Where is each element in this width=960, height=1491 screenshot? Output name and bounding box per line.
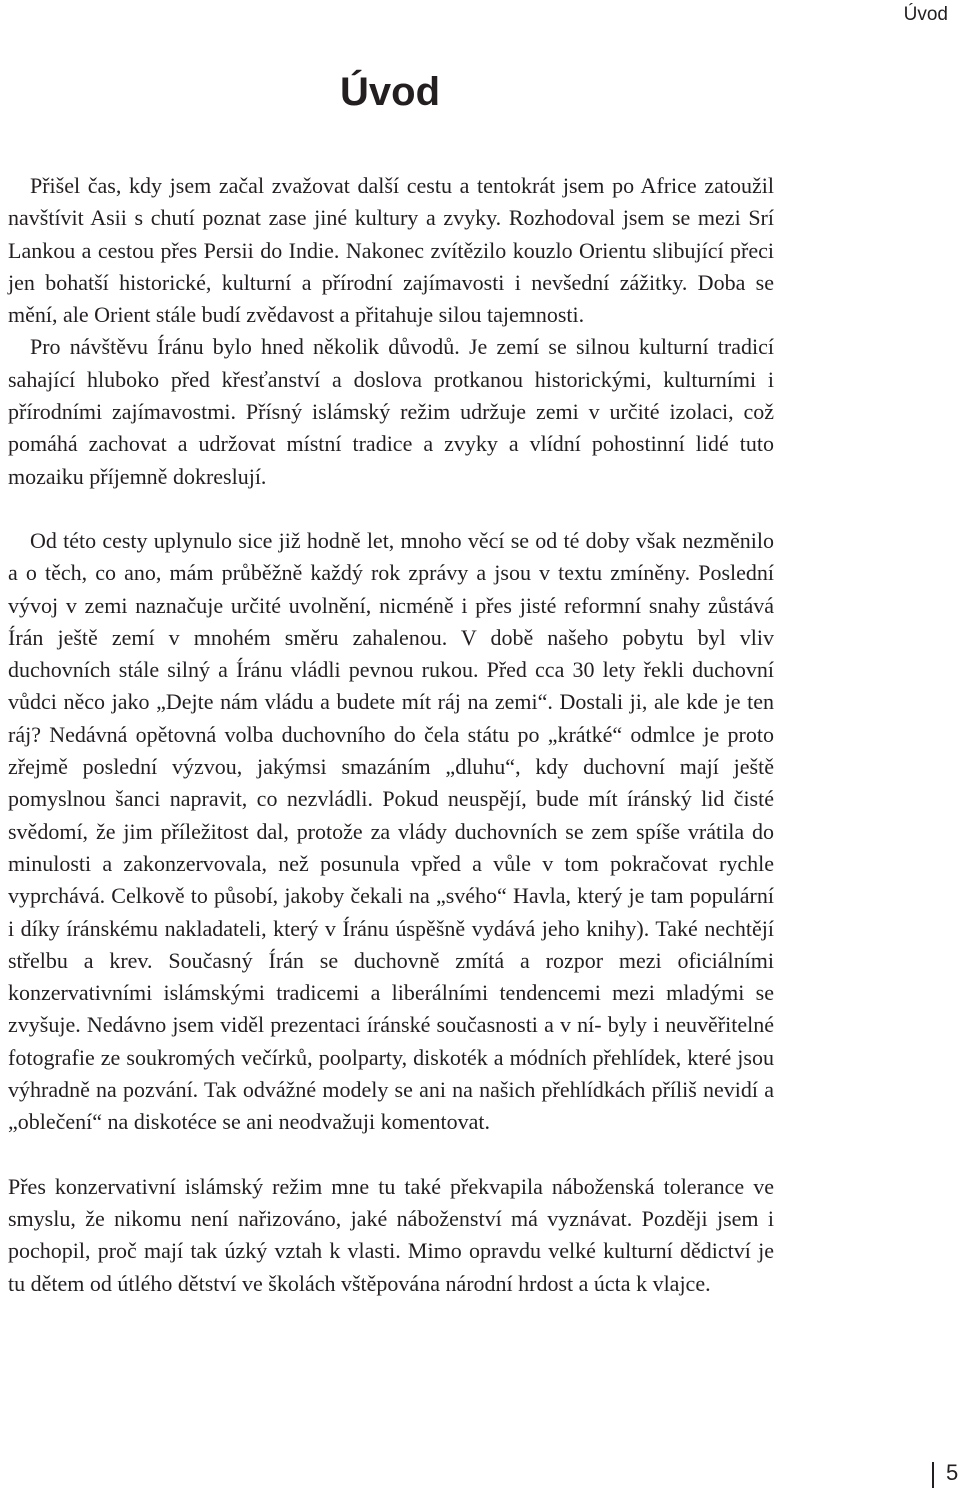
paragraph-spacer	[8, 493, 774, 525]
paragraph-3: Od této cesty uplynulo sice již hodně let, mnoho věcí se od té doby však nezměnilo a o těch, co ano, mám průběžně každý rok zprávy a jsou v textu zmíněny. Poslední vývoj v zemi naznačuje určité uvolnění, nicméně i přes jisté reformní snahy zůstává Írán ještě zemí v mnohém směru zahalenou. V době našeho pobytu byl vliv duchovních stále silný a Íránu vládli pevnou rukou. Před cca 30 lety řekli duchovní vůdci něco jako „Dejte nám vládu a budete mít ráj na zemi“. Dostali ji, ale kde je ten ráj? Nedávná opětovná volba duchovního do čela státu po „krátké“ odmlce je proto zřejmě poslední výzvou, jakýmsi smazáním „dluhu“, kdy duchovní mají ještě pomyslnou šanci napravit, co nezvládli. Pokud neuspějí, bude mít íránský lid čisté svědomí, že jim příležitost dal, protože za vlády duchovních se zem spíše vrátila do minulosti a zakonzervovala, než posunula vpřed a vůle v tom pokračovat rychle vyprchává. Celkově to působí, jakoby čekali na „svého“ Havla, který je tam populární i díky íránskému nakladateli, který v Íránu úspěšně vydává jeho knihy). Také nechtějí střelbu a krev. Současný Írán se duchovně zmítá a rozpor mezi oficiálními konzervativními islámskými tradicemi a liberálními tendencemi mezi mladými se zvyšuje. Nedávno jsem viděl prezentaci íránské současnosti a v ní- byly i neuvěřitelné fotografie ze soukromých večírků, poolparty, diskoték a módních přehlídek, které jsou výhradně na pozvání. Tak odvážné modely se ani na našich přehlídkách příliš nevidí a „oblečení“ na diskotéce se ani neodvažuji komentovat.	[8, 527, 774, 1135]
page-number: 5	[946, 1460, 959, 1485]
chapter-title: Úvod	[340, 70, 440, 114]
running-header: Úvod	[903, 4, 948, 25]
paragraph-4: Přes konzervativní islámský režim mne tu také překvapila náboženská tolerance ve smyslu, že nikomu není nařizováno, jaké náboženství má vyznávat. Později jsem i pochopil, proč mají tak úzký vztah k vlasti. Mimo opravdu velké kulturní dědictví je tu dětem od útlého dětství ve školách vštěpována národní hrdost a úcta k vlajce.	[8, 1173, 774, 1296]
paragraph-2: Pro návštěvu Íránu bylo hned několik důvodů. Je zemí se silnou kulturní tradicí sahající hluboko před křesťanství a doslova protkanou historickými, kulturními i přírodními zajímavostmi. Přísný islámský režim udržuje zemi v určité izolaci, což pomáhá zachovat a udržovat místní tradice a zvyky a vlídní pohostinní lidé tuto mozaiku příjemně dokreslují.	[8, 334, 774, 489]
paragraph-1: Přišel čas, kdy jsem začal zvažovat další cestu a tentokrát jsem po Africe zatoužil navštívit Asii s chutí poznat zase jiné kultury a zvyky. Rozhodoval jsem se mezi Srí Lankou a cestou přes Persii do Indie. Nakonec zvítězilo kouzlo Orientu slibující přeci jen bohatší historické, kulturní a přírodní zajímavosti i nevšední zážitky. Doba se mění, ale Orient stále budí zvědavost a přitahuje silou tajemnosti.	[8, 173, 774, 328]
page-number-divider	[932, 1462, 934, 1488]
body-text	[8, 170, 774, 1300]
paragraph-spacer	[8, 1139, 774, 1171]
